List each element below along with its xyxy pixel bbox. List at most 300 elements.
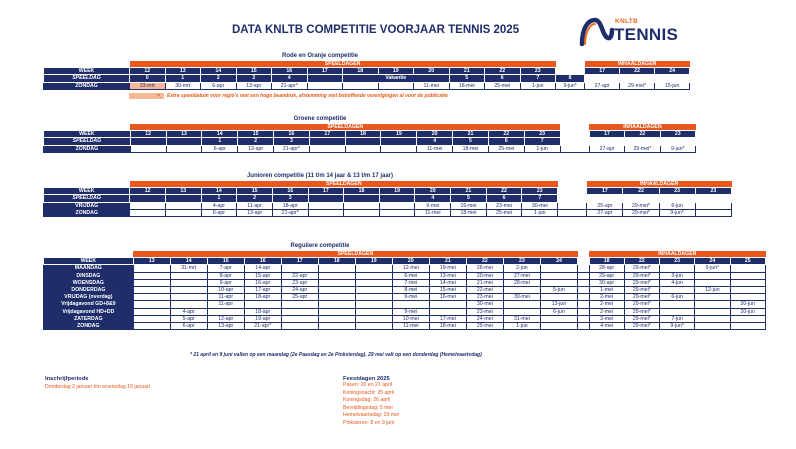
week-cell: 15 xyxy=(207,258,244,265)
date-cell: 15-mei xyxy=(429,286,466,293)
date-cell xyxy=(133,272,170,279)
inhaal-week-cell: 23 xyxy=(660,258,695,265)
inhaal-date-cell: 29-mei* xyxy=(624,308,659,315)
week-cell: 12 xyxy=(130,188,166,195)
row-label: VRIJDAG (overdag) xyxy=(44,294,134,301)
date-cell: 18-mei xyxy=(429,322,466,329)
speeldag-label: SPEELDAG xyxy=(44,195,130,202)
speeldagen-band: SPEELDAGEN xyxy=(130,181,558,188)
speeldag-cell: 1 xyxy=(201,195,237,202)
date-cell: 18-mei xyxy=(449,82,485,89)
inhaal-week-cell: 22 xyxy=(620,68,655,75)
section-title-rode: Rode en Oranje competitie xyxy=(281,53,359,59)
date-cell: 13-apr xyxy=(238,145,274,152)
date-cell: 4-apr xyxy=(170,308,207,315)
week-cell: 15 xyxy=(236,68,272,75)
date-cell: 11-mei xyxy=(414,82,450,89)
inhaal-date-cell: 9-jun* xyxy=(660,322,695,329)
inhaal-date-cell xyxy=(695,279,730,286)
inhaal-week-cell: 23 xyxy=(660,131,695,138)
table-groene xyxy=(43,124,696,153)
date-cell xyxy=(392,301,429,308)
speeldag-cell: 2 xyxy=(201,75,237,82)
week-cell: 23 xyxy=(524,131,560,138)
date-cell: 9-apr xyxy=(207,279,244,286)
date-cell xyxy=(318,294,355,301)
gap-cell xyxy=(578,279,589,286)
date-cell xyxy=(318,308,355,315)
inhaal-week-cell: 17 xyxy=(587,188,623,195)
date-cell: 13-apr xyxy=(207,322,244,329)
inhaal-date-cell: 20-jun xyxy=(730,301,766,308)
date-cell: 23-mei xyxy=(466,294,503,301)
inhaaldagen-band: INHAALDAGEN xyxy=(589,124,695,131)
week-label: WEEK xyxy=(44,188,130,195)
date-cell xyxy=(133,265,170,272)
date-cell: 11-mei xyxy=(392,322,429,329)
feestdag-item: Koningsdag: 26 april xyxy=(343,397,391,404)
inhaal-date-cell xyxy=(660,286,695,293)
inhaal-date-cell xyxy=(695,322,730,329)
date-cell: 10-mei xyxy=(392,315,429,322)
date-cell xyxy=(318,272,355,279)
date-cell: 19-mei xyxy=(429,265,466,272)
date-cell: 2-jun xyxy=(503,265,540,272)
inhaal-date-cell xyxy=(695,272,730,279)
week-cell: 16 xyxy=(272,188,308,195)
date-cell xyxy=(133,308,170,315)
inhaal-week-cell: 18 xyxy=(589,258,624,265)
inhaal-week-cell: 22 xyxy=(625,131,660,138)
inhaal-date-cell: 29-mei* xyxy=(625,145,660,152)
week-cell: 23 xyxy=(520,68,556,75)
speeldagen-band: SPEELDAGEN xyxy=(130,124,560,131)
date-cell: 13-apr xyxy=(237,209,273,216)
date-cell xyxy=(281,322,318,329)
inhaal-date-cell: 2-mei xyxy=(589,301,624,308)
gap-cell xyxy=(578,265,589,272)
inhaal-date-cell: 29-mei* xyxy=(624,301,659,308)
week-cell: 17 xyxy=(309,131,345,138)
date-cell xyxy=(540,272,577,279)
week-cell: 20 xyxy=(415,188,451,195)
feestdag-item: Koningsnacht: 25 april xyxy=(343,389,395,396)
date-cell xyxy=(318,315,355,322)
inhaal-date-cell: 3-mei xyxy=(589,315,624,322)
week-cell: 13 xyxy=(166,131,202,138)
date-cell xyxy=(503,308,540,315)
gap-cell xyxy=(578,272,589,279)
page-title: DATA KNLTB COMPETITIE VOORJAAR TENNIS 2025 xyxy=(232,24,520,36)
inhaal-date-cell: 28-apr xyxy=(589,265,624,272)
inhaal-date-cell xyxy=(730,294,766,301)
date-cell xyxy=(170,286,207,293)
date-cell: 13-jun xyxy=(540,301,577,308)
date-cell xyxy=(318,286,355,293)
date-cell: 21-apr* xyxy=(274,145,310,152)
date-cell: 14-apr xyxy=(244,265,281,272)
speeldag-cell: 1 xyxy=(202,138,238,145)
speeldag-cell: 3 xyxy=(272,195,308,202)
week-cell: 18 xyxy=(345,131,381,138)
row-label: WOENSDAG xyxy=(44,279,134,286)
week-cell: 14 xyxy=(201,188,237,195)
date-cell xyxy=(170,272,207,279)
inhaal-date-cell: 29-mei* xyxy=(620,82,655,89)
speeldag-cell: 5 xyxy=(451,195,487,202)
inhaal-date-cell: 9-jun* xyxy=(659,209,695,216)
inhaal-date-cell xyxy=(695,301,730,308)
date-cell: 17-mei xyxy=(429,315,466,322)
week-cell: 20 xyxy=(417,131,453,138)
week-cell: 18 xyxy=(318,258,355,265)
speeldag-cell: 7 xyxy=(524,138,560,145)
speeldag-cell: 0 xyxy=(130,75,166,82)
week-cell: 19 xyxy=(355,258,392,265)
note-marker: = xyxy=(157,93,160,99)
date-cell: 9-mei xyxy=(392,294,429,301)
speeldag-cell: 5 xyxy=(453,138,489,145)
date-cell: 25-mei xyxy=(466,322,503,329)
week-cell: 12 xyxy=(130,131,166,138)
date-cell: 21-apr* xyxy=(272,209,308,216)
inhaal-date-cell: 15-jun xyxy=(655,82,690,89)
date-cell: 25-mei xyxy=(485,82,521,89)
date-cell: 16-mei xyxy=(429,294,466,301)
inhaal-date-cell: 2-mei xyxy=(589,294,624,301)
date-cell: 9-mei xyxy=(392,308,429,315)
date-cell: 22-mei xyxy=(466,286,503,293)
week-cell: 21 xyxy=(449,68,485,75)
date-cell: 5-apr xyxy=(170,315,207,322)
week-cell: 15 xyxy=(237,188,273,195)
date-cell: 21-mei xyxy=(466,279,503,286)
date-cell xyxy=(281,265,318,272)
inhaal-date-cell xyxy=(730,272,766,279)
week-cell: 12 xyxy=(130,68,166,75)
date-cell: 1-jun xyxy=(522,209,558,216)
inhaal-date-cell: 6-jun xyxy=(659,202,695,209)
date-cell: 30-mrt xyxy=(165,82,201,89)
date-cell xyxy=(318,265,355,272)
date-cell: 8-mei xyxy=(392,286,429,293)
date-cell: 9-mei xyxy=(415,202,451,209)
week-label: WEEK xyxy=(44,68,130,75)
speeldag-cell: 7 xyxy=(520,75,556,82)
date-cell: 11-apr xyxy=(207,294,244,301)
inhaal-date-cell: 29-mei* xyxy=(624,294,659,301)
row-label: MAANDAG xyxy=(44,265,134,272)
week-cell: 17 xyxy=(308,188,344,195)
gap-cell xyxy=(578,322,589,329)
feestdagen-list xyxy=(343,382,399,428)
date-cell: 6-apr xyxy=(201,209,237,216)
inhaal-week-cell: 22 xyxy=(623,188,659,195)
date-cell: 18-mei xyxy=(451,209,487,216)
inhaal-date-cell: 29-mei* xyxy=(624,279,659,286)
date-cell: 18-apr xyxy=(244,294,281,301)
date-cell: 16-mei xyxy=(451,202,487,209)
date-cell xyxy=(133,322,170,329)
date-cell: 13-mei xyxy=(429,272,466,279)
inhaal-date-cell: 27-apr xyxy=(585,82,620,89)
date-cell xyxy=(170,294,207,301)
inhaal-date-cell: 4-jun xyxy=(660,279,695,286)
speeldag-cell: 4 xyxy=(272,75,308,82)
date-cell xyxy=(503,301,540,308)
week-cell: 15 xyxy=(238,131,274,138)
date-cell: 5-jun xyxy=(540,286,577,293)
speeldag-cell: 2 xyxy=(237,195,273,202)
date-cell xyxy=(318,301,355,308)
inhaal-date-cell: 29-apr xyxy=(589,272,624,279)
date-cell: 25-mei xyxy=(486,209,522,216)
row-label: DONDERDAG xyxy=(44,286,134,293)
inhaal-date-cell xyxy=(695,308,730,315)
date-cell: 10-apr xyxy=(207,286,244,293)
week-cell: 22 xyxy=(466,258,503,265)
inhaal-date-cell: 1-mei xyxy=(589,286,624,293)
inhaal-date-cell: 7-jun xyxy=(660,315,695,322)
inhaal-date-cell: 4-mei xyxy=(589,322,624,329)
date-cell: 6-apr xyxy=(201,82,237,89)
date-cell xyxy=(540,279,577,286)
logo-tennis-text: TENNIS xyxy=(614,25,679,44)
week-cell: 22 xyxy=(485,68,521,75)
row-label: ZONDAG xyxy=(44,209,130,216)
inhaal-date-cell: 29-mei* xyxy=(624,315,659,322)
inhaal-date-cell xyxy=(730,286,766,293)
date-cell: 6-mei xyxy=(392,272,429,279)
date-cell: 11-apr xyxy=(207,301,244,308)
date-cell: 18-mei xyxy=(453,145,489,152)
week-cell: 16 xyxy=(274,131,310,138)
week-label: WEEK xyxy=(44,131,131,138)
inhaal-date-cell xyxy=(695,294,730,301)
rode-note: Extra speeldatum voor regio's met een hoge beandruk, afstemming met betreffende verenigingen al voor de publicatie xyxy=(167,93,448,99)
inhaal-date-cell: 12-jun xyxy=(695,286,730,293)
date-cell xyxy=(281,308,318,315)
date-cell: 21-apr* xyxy=(244,322,281,329)
row-label: ZONDAG xyxy=(44,82,130,89)
week-cell: 13 xyxy=(133,258,170,265)
inhaal-date-cell: 20-jun xyxy=(730,308,766,315)
date-cell xyxy=(355,265,392,272)
speeldag-cell: 5 xyxy=(449,75,485,82)
date-cell xyxy=(355,315,392,322)
inhaal-week-cell: 17 xyxy=(585,68,620,75)
date-cell: 23-mei xyxy=(466,308,503,315)
inhaal-date-cell: 3-jun xyxy=(660,272,695,279)
date-cell xyxy=(318,322,355,329)
inhaal-week-cell: 24 xyxy=(655,68,690,75)
table-reguliere xyxy=(43,251,766,330)
week-cell: 21 xyxy=(453,131,489,138)
inhaal-date-cell xyxy=(695,315,730,322)
speeldag-cell: 4 xyxy=(415,195,451,202)
week-cell: 19 xyxy=(381,131,417,138)
date-cell: 4-apr xyxy=(201,202,237,209)
week-cell: 23 xyxy=(522,188,558,195)
week-cell: 13 xyxy=(165,68,201,75)
date-cell xyxy=(281,315,318,322)
speeldag-label: SPEELDAG xyxy=(44,138,131,145)
date-cell: 1-jun xyxy=(503,322,540,329)
inhaal-date-cell: 27-apr xyxy=(589,145,624,152)
section-title-reguliere: Reguliere competitie xyxy=(290,243,350,249)
row-label: VRIJDAG xyxy=(44,202,130,209)
row-label: ZATERDAG xyxy=(44,315,134,322)
date-cell: 14-mei xyxy=(429,279,466,286)
date-cell: 25-apr xyxy=(281,294,318,301)
inhaaldagen-band: INHAALDAGEN xyxy=(585,61,690,68)
inhaal-week-cell: 22 xyxy=(624,258,659,265)
inschrijf-text: Donderdag 2 januari t/m woensdag 15 januari xyxy=(45,384,150,390)
date-cell: 11-mei xyxy=(415,209,451,216)
inhaal-week-cell: 23 xyxy=(659,188,695,195)
week-cell: 13 xyxy=(165,188,201,195)
week-cell: 24 xyxy=(540,258,577,265)
feestdag-item: Bevrijdingsdag: 5 mei xyxy=(343,404,393,411)
row-label: ZONDAG xyxy=(44,145,131,152)
week-cell: 19 xyxy=(379,188,415,195)
date-cell xyxy=(281,301,318,308)
week-cell: 18 xyxy=(343,68,379,75)
week-cell: 17 xyxy=(281,258,318,265)
feestdag-item: Pinksteren: 8 en 9 juni xyxy=(343,419,395,426)
date-cell: 31-mei xyxy=(503,315,540,322)
date-cell xyxy=(540,294,577,301)
feestdag-item: Hemelvaartsdag: 29 mei xyxy=(343,412,400,419)
inhaal-date-cell: 2-mei xyxy=(589,308,624,315)
speeldag-cell: 1 xyxy=(165,75,201,82)
speeldagen-band: SPEELDAGEN xyxy=(130,61,556,68)
week-cell: 16 xyxy=(272,68,308,75)
inhaaldagen-band: INHAALDAGEN xyxy=(589,251,766,258)
inhaal-week-cell: 17 xyxy=(589,131,624,138)
inhaal-date-cell xyxy=(730,315,766,322)
date-cell xyxy=(355,294,392,301)
inhaal-date-cell xyxy=(660,265,695,272)
speeldagen-band: SPEELDAGEN xyxy=(133,251,577,258)
date-cell: 18-apr xyxy=(272,202,308,209)
week-cell: 14 xyxy=(201,68,237,75)
speeldag-cell: 2 xyxy=(238,138,274,145)
week-cell: 14 xyxy=(170,258,207,265)
date-cell xyxy=(355,286,392,293)
speeldag-cell: 8 xyxy=(556,75,585,82)
inhaal-week-cell: 25 xyxy=(730,258,766,265)
inhaal-date-cell: 29-mei* xyxy=(624,272,659,279)
logo-knltb-text: KNLTB xyxy=(615,18,639,25)
date-cell: 13-apr xyxy=(236,82,272,89)
date-cell: 16-apr xyxy=(244,279,281,286)
date-cell: 20-mei xyxy=(466,272,503,279)
inhaal-date-cell: 29-mei* xyxy=(624,265,659,272)
speeldag-cell xyxy=(307,75,343,82)
reguliere-footnote: * 21 april en 9 juni vallen op een maandag (2e Paasdag en 2e Pinksterdag), 29 mei valt op een donderdag (Hemelvaartsdag) xyxy=(190,352,482,358)
date-cell xyxy=(540,322,577,329)
week-label: WEEK xyxy=(44,258,134,265)
feestdagen-heading: Feestdagen 2025 xyxy=(343,376,390,382)
inhaal-week-cell: 23 xyxy=(695,188,731,195)
week-cell: 19 xyxy=(378,68,414,75)
date-cell: 6-apr xyxy=(202,145,238,152)
date-cell xyxy=(355,272,392,279)
date-cell: 25-mei xyxy=(488,145,524,152)
date-cell: 6-jun xyxy=(540,308,577,315)
inhaal-date-cell: 9-jun* xyxy=(695,265,730,272)
inhaal-date-cell: 29-mei* xyxy=(623,202,659,209)
inhaal-date-cell xyxy=(660,308,695,315)
week-cell: 20 xyxy=(392,258,429,265)
date-cell xyxy=(133,294,170,301)
week-cell: 21 xyxy=(429,258,466,265)
row-label: ZONDAG xyxy=(44,322,134,329)
date-cell: 30-mei xyxy=(466,301,503,308)
date-cell: 23-apr xyxy=(281,279,318,286)
row-label: DINSDAG xyxy=(44,272,134,279)
week-cell: 18 xyxy=(344,188,380,195)
date-cell: 12-apr xyxy=(207,315,244,322)
feestdag-item: Pasen: 20 en 21 april xyxy=(343,382,393,388)
inhaal-date-cell: 25-apr xyxy=(587,202,623,209)
date-cell: 7-mei xyxy=(392,279,429,286)
date-cell xyxy=(355,322,392,329)
date-cell: 9-jun* xyxy=(556,82,585,89)
date-cell xyxy=(133,315,170,322)
date-cell xyxy=(170,301,207,308)
section-title-groene: Groene competitie xyxy=(293,116,347,122)
date-cell: 30-mei xyxy=(503,294,540,301)
date-cell: 19-apr xyxy=(244,315,281,322)
date-cell: 11-apr xyxy=(237,202,273,209)
week-cell: 23 xyxy=(503,258,540,265)
date-cell xyxy=(540,315,577,322)
gap-cell xyxy=(578,294,589,301)
row-label: Vrijdagavond GD+8&9 xyxy=(44,301,134,308)
inhaal-date-cell: 27-apr xyxy=(587,209,623,216)
date-cell: 24-apr xyxy=(281,286,318,293)
date-cell: 11-mei xyxy=(417,145,453,152)
section-title-junioren: Junioren competitie (11 t/m 14 jaar & 13 t/m 17 jaar) xyxy=(246,173,394,179)
inhaal-date-cell: 29-mei* xyxy=(624,286,659,293)
date-cell xyxy=(133,301,170,308)
speeldag-cell: 7 xyxy=(522,195,558,202)
date-cell xyxy=(429,301,466,308)
speeldag-cell: 6 xyxy=(485,75,521,82)
date-cell: 7-apr xyxy=(207,265,244,272)
gap-cell xyxy=(578,286,589,293)
date-cell xyxy=(318,279,355,286)
inhaal-date-cell xyxy=(730,322,766,329)
date-cell: 1-jun xyxy=(520,82,556,89)
week-cell: 22 xyxy=(488,131,524,138)
vakantie-cell: Vakantie xyxy=(343,75,450,82)
gap-cell xyxy=(578,301,589,308)
date-cell: 22-apr xyxy=(281,272,318,279)
inhaal-date-cell: 6-jun xyxy=(660,294,695,301)
date-cell: 26-mei xyxy=(466,265,503,272)
inhaal-date-cell xyxy=(660,301,695,308)
table-junioren xyxy=(43,181,732,217)
date-cell: 23-mei xyxy=(486,202,522,209)
inhaal-date-cell: 9-jun* xyxy=(660,145,695,152)
speeldag-cell: 3 xyxy=(236,75,272,82)
date-cell: 24-mei xyxy=(466,315,503,322)
table-rode-oranje xyxy=(43,61,696,90)
date-cell: 18-apr xyxy=(244,308,281,315)
